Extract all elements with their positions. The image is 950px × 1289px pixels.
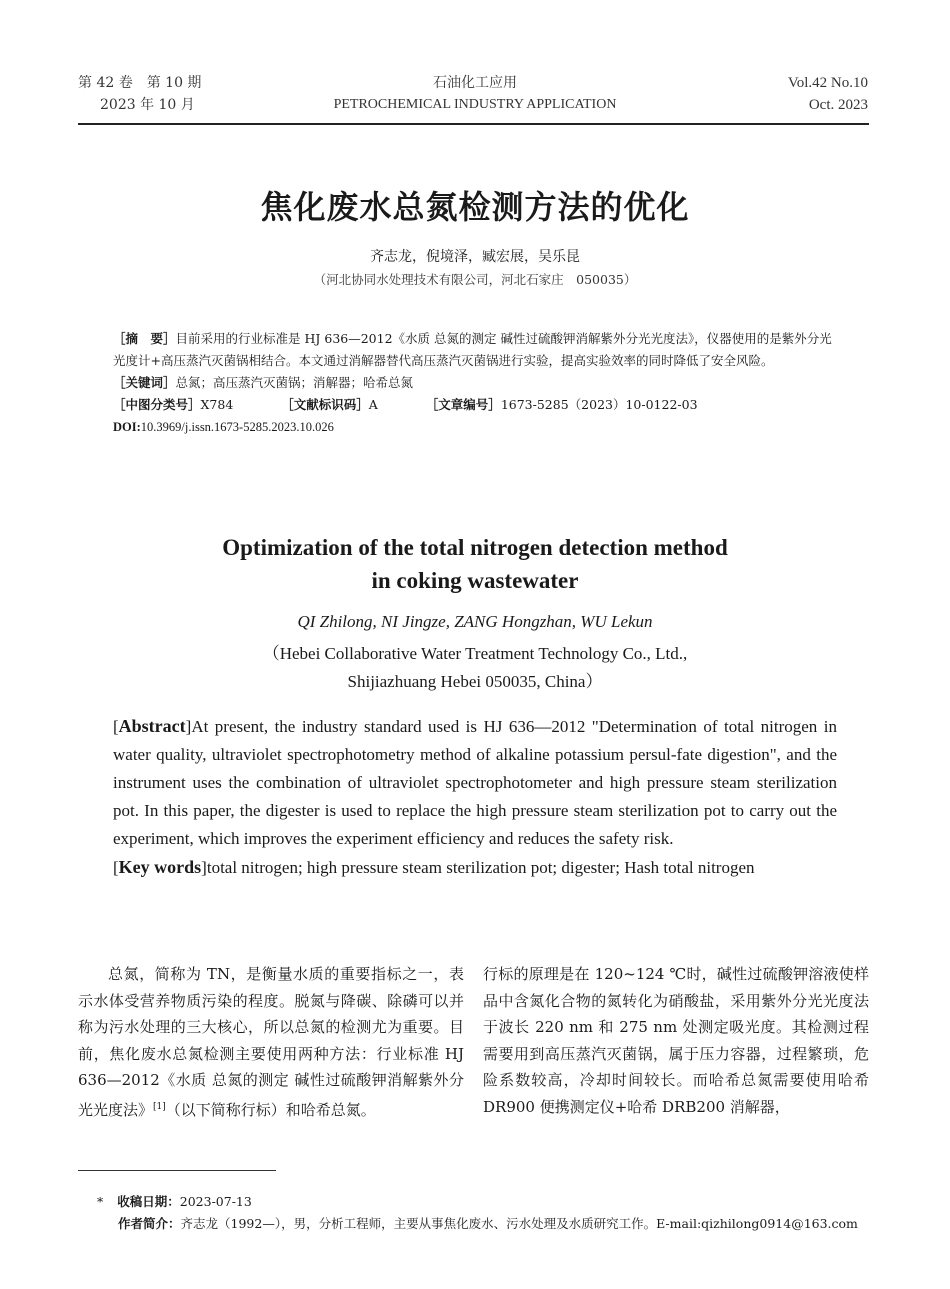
abstract-en-body: [Abstract]At present, the industry standard used is HJ 636—2012 "Determination of total nitrogen in water quality, ultraviolet spectrophotometry method of alkaline potassium persul-fate digestion", and the instrument uses the combination of ultraviolet spectrophotometer and high pressure steam sterilization pot. In this paper, the digester is used to replace the high pressure steam sterilization pot to carry out the experiment, which improves the experiment efficiency and reduces the safety risk. <box>113 716 837 848</box>
abstract-en-text: At present, the industry standard used is HJ 636—2012 "Determination of total nitrogen in water quality, ultraviolet spectrophotometry method of alkaline potassium persul-fate digestion", and the instrument uses the combination of ultraviolet spectrophotometer and high pressure steam sterilization pot. In this paper, the digester is used to replace the high pressure steam sterilization pot to carry out the experiment, which improves the experiment efficiency and reduces the safety risk. <box>113 717 837 848</box>
header-volume-en <box>788 72 868 116</box>
body-left-tail: （以下简称行标）和哈希总氮。 <box>165 1100 376 1119</box>
article-no-label: ［文章编号］ <box>425 397 501 412</box>
clc-value: X784 <box>200 397 234 412</box>
article-no <box>426 397 720 412</box>
header-journal-en: PETROCHEMICAL INDUSTRY APPLICATION <box>333 97 617 112</box>
citation-ref: [1] <box>153 1101 166 1112</box>
abstract-cn <box>113 328 837 438</box>
header-month: Oct. 2023 <box>808 97 868 113</box>
abstract-cn-label: ［摘 要］ <box>113 331 176 346</box>
header-rule <box>78 123 869 125</box>
header-vol-no: Vol.42 No.10 <box>787 75 868 91</box>
header-volume: 第 42 卷 第 10 期 <box>78 75 202 91</box>
abstract-cn-text: 目前采用的行业标准是 HJ 636—2012《水质 总氮的测定 碱性过硫酸钾消解紫外分光光度法》，仪器使用的是紫外分光光度计+高压蒸汽灭菌锅相结合。本文通过消解器替代高压蒸汽灭菌锅进行实验，提高实验效率的同时降低了安全风险。 <box>113 331 832 368</box>
author-bio-text: 齐志龙（1992—），男，分析工程师，主要从事焦化废水、污水处理及水质研究工作。E-mail:qizhilong0914@163.com <box>180 1216 858 1231</box>
footnote-marker: * <box>97 1194 104 1209</box>
received-label: 收稿日期： <box>117 1194 180 1209</box>
body-paragraph-1 <box>78 961 464 1123</box>
doc-code-label: ［文献标识码］ <box>281 397 369 412</box>
doi-label: DOI: <box>113 420 141 434</box>
affiliation-cn: （河北协同水处理技术有限公司，河北石家庄 050035） <box>313 272 637 287</box>
title-en <box>0 531 950 597</box>
keywords-en-label: Key words <box>118 857 202 877</box>
clc <box>113 397 255 412</box>
header-journal-cn: 石油化工应用 <box>433 75 517 91</box>
keywords-cn <box>113 372 837 394</box>
authors-en: QI Zhilong, NI Jingze, ZANG Hongzhan, WU Lekun <box>297 612 653 631</box>
header-date: 2023 年 10 月 <box>100 97 195 113</box>
keywords-en-text: total nitrogen; high pressure steam sterilization pot; digester; Hash total nitrogen <box>206 858 755 877</box>
abstract-en-label: Abstract <box>118 716 186 736</box>
keywords-cn-label: ［关键词］ <box>113 375 176 390</box>
doi-value: 10.3969/j.issn.1673-5285.2023.10.026 <box>140 420 334 434</box>
abstract-en <box>113 712 837 882</box>
clc-label: ［中图分类号］ <box>113 397 201 412</box>
abstract-cn-body <box>113 328 837 372</box>
body-left-column <box>78 961 464 1123</box>
classification-line <box>113 394 837 416</box>
body-right-column <box>483 961 869 1120</box>
affiliation-en-line2: Shijiazhuang Hebei 050035, China） <box>347 672 603 691</box>
footnote-received <box>97 1192 252 1212</box>
doc-code-value: A <box>368 397 378 412</box>
doc-code <box>281 397 400 412</box>
footnote-author <box>118 1214 858 1234</box>
title-en-line1: Optimization of the total nitrogen detection method <box>222 535 728 560</box>
doi-line <box>113 416 837 438</box>
article-no-value: 1673-5285（2023）10-0122-03 <box>500 397 698 412</box>
title-cn: 焦化废水总氮检测方法的优化 <box>260 188 690 226</box>
received-date: 2023-07-13 <box>179 1194 252 1209</box>
author-bio-label: 作者简介： <box>118 1216 181 1231</box>
body-left-text: 总氮，简称为 TN，是衡量水质的重要指标之一，表示水体受营养物质污染的程度。脱氮与降碳、除磷可以并称为污水处理的三大核心，所以总氮的检测尤为重要。目前，焦化废水总氮检测主要使用两种方法：行业标准 HJ 636—2012《水质 总氮的测定 碱性过硫酸钾消解紫外分光光度法》 <box>78 965 464 1119</box>
affiliation-en <box>0 640 950 696</box>
authors-cn: 齐志龙，倪境泽，臧宏展，吴乐昆 <box>370 249 580 265</box>
title-en-line2: in coking wastewater <box>371 568 579 593</box>
keywords-en: [Key words]total nitrogen; high pressure steam sterilization pot; digester; Hash total nitrogen <box>113 857 755 877</box>
affiliation-en-line1: （Hebei Collaborative Water Treatment Technology Co., Ltd., <box>262 644 688 663</box>
keywords-cn-text: 总氮；高压蒸汽灭菌锅；消解器；哈希总氮 <box>175 375 414 390</box>
body-right-text: 行标的原理是在 120~124 ℃时，碱性过硫酸钾溶液使样品中含氮化合物的氮转化为硝酸盐，采用紫外分光光度法于波长 220 nm 和 275 nm 处测定吸光度。其检测过程需要用到高压蒸汽灭菌锅，属于压力容器，过程繁琐，危险系数较高，冷却时间较长。而哈希总氮需要使用哈希 DR900 便携测定仪+哈希 DRB200 消解器， <box>483 965 869 1116</box>
footnote-rule <box>78 1170 276 1171</box>
